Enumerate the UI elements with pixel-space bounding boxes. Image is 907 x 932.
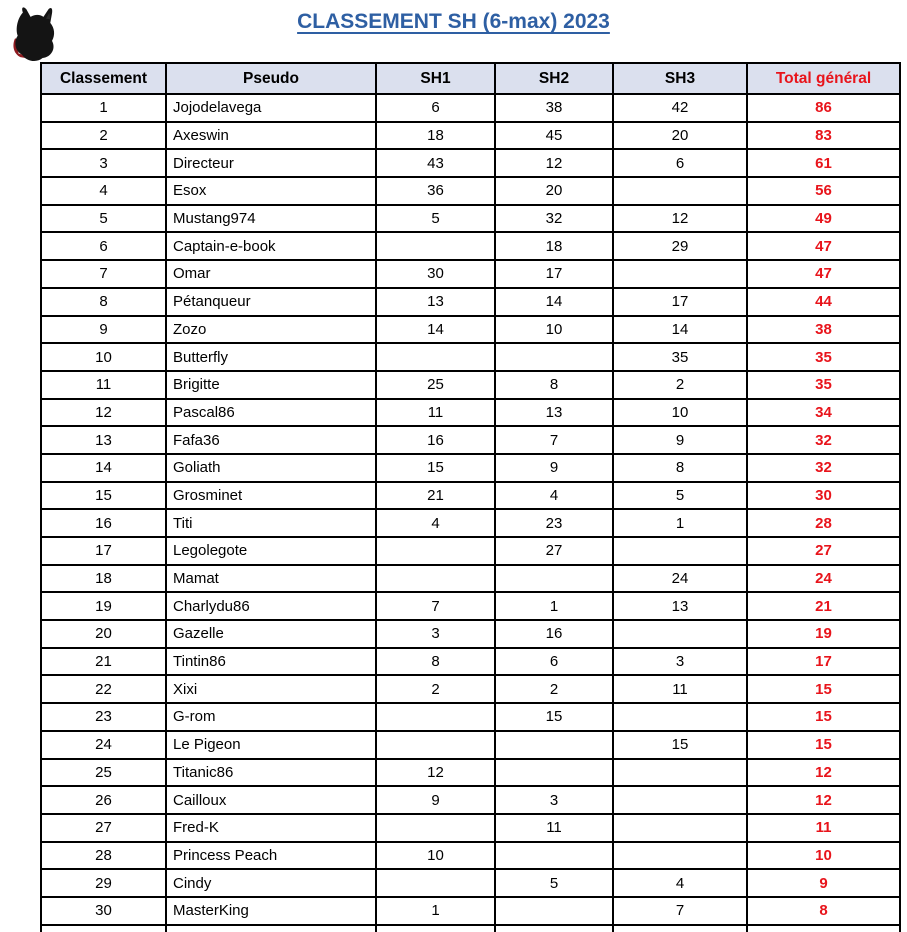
sh1-cell	[376, 731, 495, 759]
sh1-cell: 4	[376, 509, 495, 537]
sh3-cell: 1	[613, 509, 747, 537]
empty-cell	[495, 925, 613, 932]
sh2-cell	[495, 343, 613, 371]
total-cell: 34	[747, 399, 900, 427]
total-cell: 10	[747, 842, 900, 870]
sh2-cell: 9	[495, 454, 613, 482]
sh1-cell: 2	[376, 675, 495, 703]
total-cell: 28	[747, 509, 900, 537]
sh3-cell: 3	[613, 648, 747, 676]
sh3-cell	[613, 814, 747, 842]
table-row	[41, 454, 900, 482]
sh3-cell: 8	[613, 454, 747, 482]
sh2-cell: 32	[495, 205, 613, 233]
column-header-classement: Classement	[41, 63, 166, 94]
column-header-pseudo: Pseudo	[166, 63, 376, 94]
sh3-cell: 15	[613, 731, 747, 759]
pseudo-cell: Pascal86	[166, 399, 376, 427]
total-cell: 38	[747, 316, 900, 344]
sh1-cell	[376, 814, 495, 842]
pseudo-cell: Omar	[166, 260, 376, 288]
sh1-cell: 3	[376, 620, 495, 648]
rank-cell: 3	[41, 149, 166, 177]
total-cell: 35	[747, 371, 900, 399]
sh1-cell: 11	[376, 399, 495, 427]
sh3-cell: 6	[613, 149, 747, 177]
pseudo-cell: Princess Peach	[166, 842, 376, 870]
rank-cell: 7	[41, 260, 166, 288]
sh1-cell: 1	[376, 897, 495, 925]
sh2-cell: 23	[495, 509, 613, 537]
empty-cell	[613, 925, 747, 932]
sh3-cell	[613, 620, 747, 648]
column-header-sh1: SH1	[376, 63, 495, 94]
sh1-cell	[376, 869, 495, 897]
sh1-cell: 8	[376, 648, 495, 676]
rank-cell: 28	[41, 842, 166, 870]
sh3-cell: 17	[613, 288, 747, 316]
rank-cell: 27	[41, 814, 166, 842]
pseudo-cell: Xixi	[166, 675, 376, 703]
pseudo-cell: Fafa36	[166, 426, 376, 454]
table-row	[41, 703, 900, 731]
total-cell: 15	[747, 675, 900, 703]
pseudo-cell: Cailloux	[166, 786, 376, 814]
total-cell: 56	[747, 177, 900, 205]
sh2-cell	[495, 565, 613, 593]
total-cell: 17	[747, 648, 900, 676]
total-cell: 11	[747, 814, 900, 842]
table-row	[41, 675, 900, 703]
total-cell: 8	[747, 897, 900, 925]
sh2-cell	[495, 731, 613, 759]
sh2-cell: 7	[495, 426, 613, 454]
rank-cell: 9	[41, 316, 166, 344]
table-row	[41, 814, 900, 842]
empty-cell	[376, 925, 495, 932]
pseudo-cell: Pétanqueur	[166, 288, 376, 316]
table-row	[41, 177, 900, 205]
rank-cell: 20	[41, 620, 166, 648]
total-cell: 24	[747, 565, 900, 593]
sh3-cell: 2	[613, 371, 747, 399]
rank-cell: 16	[41, 509, 166, 537]
rank-cell: 5	[41, 205, 166, 233]
table-row	[41, 786, 900, 814]
table-row	[41, 288, 900, 316]
sh1-cell	[376, 537, 495, 565]
table-row	[41, 205, 900, 233]
table-row	[41, 426, 900, 454]
sh2-cell: 16	[495, 620, 613, 648]
sh1-cell: 15	[376, 454, 495, 482]
table-row	[41, 620, 900, 648]
sh3-cell: 14	[613, 316, 747, 344]
sh2-cell: 13	[495, 399, 613, 427]
column-header-sh2: SH2	[495, 63, 613, 94]
sh1-cell: 16	[376, 426, 495, 454]
table-row	[41, 648, 900, 676]
sh3-cell	[613, 703, 747, 731]
sh2-cell: 18	[495, 232, 613, 260]
rank-cell: 1	[41, 94, 166, 122]
sh1-cell: 13	[376, 288, 495, 316]
pseudo-cell: Mustang974	[166, 205, 376, 233]
total-cell: 12	[747, 759, 900, 787]
ranking-table	[40, 62, 901, 932]
sh1-cell: 14	[376, 316, 495, 344]
sh2-cell: 8	[495, 371, 613, 399]
total-cell: 27	[747, 537, 900, 565]
sh3-cell: 7	[613, 897, 747, 925]
pseudo-cell: Mamat	[166, 565, 376, 593]
total-cell: 9	[747, 869, 900, 897]
pseudo-cell: Fred-K	[166, 814, 376, 842]
total-cell: 86	[747, 94, 900, 122]
sh1-cell: 6	[376, 94, 495, 122]
sh3-cell: 10	[613, 399, 747, 427]
rank-cell: 25	[41, 759, 166, 787]
pseudo-cell: Cindy	[166, 869, 376, 897]
pseudo-cell: Axeswin	[166, 122, 376, 150]
table-row	[41, 260, 900, 288]
sh1-cell	[376, 703, 495, 731]
table-row	[41, 232, 900, 260]
sh1-cell	[376, 232, 495, 260]
sh1-cell: 18	[376, 122, 495, 150]
rank-cell: 14	[41, 454, 166, 482]
sh3-cell	[613, 260, 747, 288]
sh3-cell: 5	[613, 482, 747, 510]
sh1-cell: 25	[376, 371, 495, 399]
sh1-cell: 7	[376, 592, 495, 620]
empty-cell	[41, 925, 166, 932]
sh3-cell	[613, 537, 747, 565]
total-cell: 47	[747, 260, 900, 288]
sh1-cell	[376, 565, 495, 593]
table-row	[41, 869, 900, 897]
sh1-cell: 12	[376, 759, 495, 787]
rank-cell: 22	[41, 675, 166, 703]
pseudo-cell: Directeur	[166, 149, 376, 177]
sh2-cell: 15	[495, 703, 613, 731]
sh2-cell: 3	[495, 786, 613, 814]
sh3-cell: 24	[613, 565, 747, 593]
sh3-cell: 4	[613, 869, 747, 897]
column-header-total: Total général	[747, 63, 900, 94]
page-title: CLASSEMENT SH (6-max) 2023	[297, 10, 610, 33]
pseudo-cell: Legolegote	[166, 537, 376, 565]
sh2-cell: 14	[495, 288, 613, 316]
rank-cell: 19	[41, 592, 166, 620]
total-cell: 61	[747, 149, 900, 177]
pseudo-cell: Zozo	[166, 316, 376, 344]
sh3-cell: 12	[613, 205, 747, 233]
empty-cell	[166, 925, 376, 932]
total-cell: 35	[747, 343, 900, 371]
pseudo-cell: Goliath	[166, 454, 376, 482]
sh2-cell: 17	[495, 260, 613, 288]
sh3-cell: 29	[613, 232, 747, 260]
pseudo-cell: G-rom	[166, 703, 376, 731]
sh2-cell	[495, 842, 613, 870]
sh2-cell: 27	[495, 537, 613, 565]
pseudo-cell: Charlydu86	[166, 592, 376, 620]
sh2-cell: 2	[495, 675, 613, 703]
pseudo-cell: Titanic86	[166, 759, 376, 787]
rank-cell: 2	[41, 122, 166, 150]
rank-cell: 21	[41, 648, 166, 676]
header-row	[41, 63, 900, 94]
sh1-cell: 10	[376, 842, 495, 870]
sh2-cell: 5	[495, 869, 613, 897]
total-cell: 15	[747, 731, 900, 759]
table-row	[41, 759, 900, 787]
sh2-cell: 10	[495, 316, 613, 344]
rank-cell: 18	[41, 565, 166, 593]
sh3-cell: 42	[613, 94, 747, 122]
pseudo-cell: Jojodelavega	[166, 94, 376, 122]
total-cell: 32	[747, 454, 900, 482]
rank-cell: 24	[41, 731, 166, 759]
sh2-cell: 38	[495, 94, 613, 122]
rank-cell: 29	[41, 869, 166, 897]
rank-cell: 26	[41, 786, 166, 814]
empty-cell	[747, 925, 900, 932]
table-row	[41, 149, 900, 177]
sh2-cell	[495, 759, 613, 787]
table-row	[41, 897, 900, 925]
table-row	[41, 731, 900, 759]
sh2-cell: 20	[495, 177, 613, 205]
sh3-cell: 13	[613, 592, 747, 620]
pseudo-cell: Brigitte	[166, 371, 376, 399]
sh3-cell	[613, 842, 747, 870]
pseudo-cell: MasterKing	[166, 897, 376, 925]
rank-cell: 12	[41, 399, 166, 427]
sh3-cell	[613, 786, 747, 814]
sh2-cell: 6	[495, 648, 613, 676]
rank-cell: 6	[41, 232, 166, 260]
sh3-cell: 11	[613, 675, 747, 703]
rank-cell: 4	[41, 177, 166, 205]
rank-cell: 10	[41, 343, 166, 371]
table-row	[41, 316, 900, 344]
table-row	[41, 94, 900, 122]
sh2-cell: 4	[495, 482, 613, 510]
total-cell: 12	[747, 786, 900, 814]
pseudo-cell: Titi	[166, 509, 376, 537]
total-cell: 19	[747, 620, 900, 648]
table-row	[41, 482, 900, 510]
pseudo-cell: Esox	[166, 177, 376, 205]
column-header-sh3: SH3	[613, 63, 747, 94]
sh1-cell	[376, 343, 495, 371]
sh3-cell: 20	[613, 122, 747, 150]
rank-cell: 13	[41, 426, 166, 454]
sh3-cell	[613, 177, 747, 205]
total-cell: 15	[747, 703, 900, 731]
table-body	[41, 94, 900, 932]
table-row	[41, 399, 900, 427]
table-row	[41, 122, 900, 150]
sh3-cell: 9	[613, 426, 747, 454]
total-cell: 32	[747, 426, 900, 454]
pseudo-cell: Le Pigeon	[166, 731, 376, 759]
sh3-cell: 35	[613, 343, 747, 371]
total-cell: 21	[747, 592, 900, 620]
sh3-cell	[613, 759, 747, 787]
table-row	[41, 371, 900, 399]
total-cell: 30	[747, 482, 900, 510]
pseudo-cell: Tintin86	[166, 648, 376, 676]
rank-cell: 15	[41, 482, 166, 510]
sh2-cell: 1	[495, 592, 613, 620]
total-cell: 44	[747, 288, 900, 316]
table-row	[41, 842, 900, 870]
sh2-cell: 11	[495, 814, 613, 842]
rank-cell: 8	[41, 288, 166, 316]
rank-cell: 11	[41, 371, 166, 399]
total-cell: 49	[747, 205, 900, 233]
table-row	[41, 592, 900, 620]
rank-cell: 17	[41, 537, 166, 565]
sh2-cell	[495, 897, 613, 925]
table-row-partial	[41, 925, 900, 932]
rank-cell: 23	[41, 703, 166, 731]
table-row	[41, 565, 900, 593]
sh2-cell: 12	[495, 149, 613, 177]
sh2-cell: 45	[495, 122, 613, 150]
sh1-cell: 43	[376, 149, 495, 177]
pseudo-cell: Grosminet	[166, 482, 376, 510]
table-row	[41, 343, 900, 371]
sh1-cell: 9	[376, 786, 495, 814]
sh1-cell: 21	[376, 482, 495, 510]
sh1-cell: 36	[376, 177, 495, 205]
total-cell: 47	[747, 232, 900, 260]
pseudo-cell: Captain-e-book	[166, 232, 376, 260]
table-row	[41, 537, 900, 565]
rank-cell: 30	[41, 897, 166, 925]
total-cell: 83	[747, 122, 900, 150]
sh1-cell: 30	[376, 260, 495, 288]
pseudo-cell: Butterfly	[166, 343, 376, 371]
pseudo-cell: Gazelle	[166, 620, 376, 648]
table-row	[41, 509, 900, 537]
sh1-cell: 5	[376, 205, 495, 233]
